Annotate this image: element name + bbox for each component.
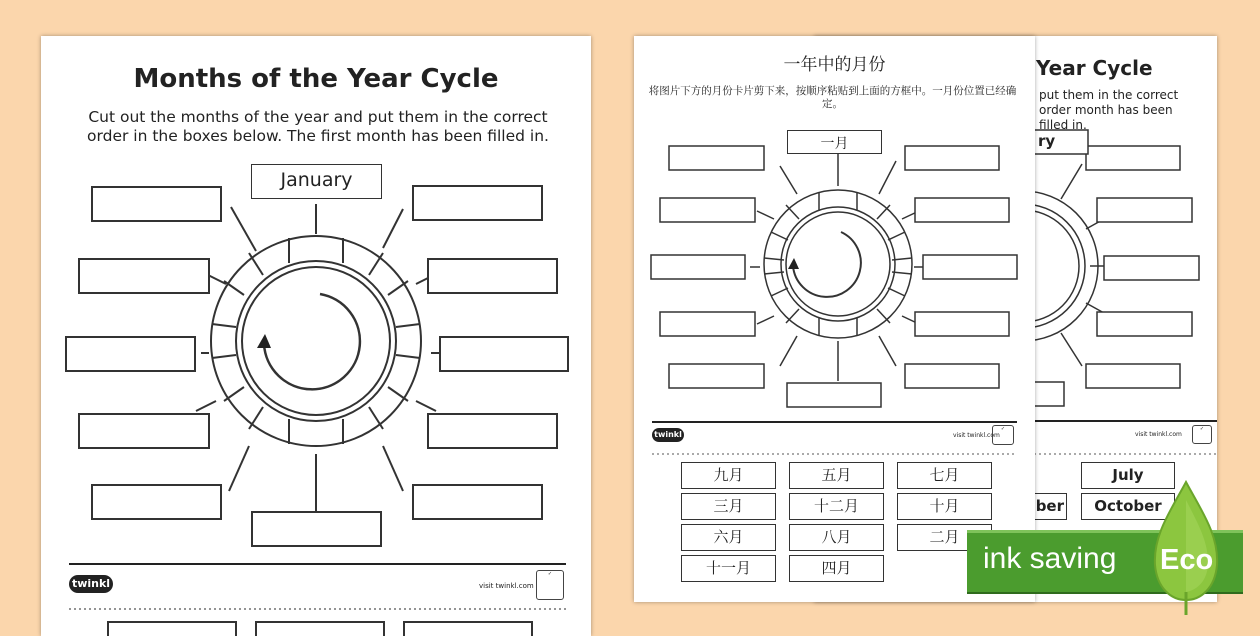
card-month-10[interactable]: 十月 <box>897 493 992 520</box>
cn-twinkl-logo: twinkl <box>652 428 684 442</box>
cn-title: 一年中的月份 <box>783 55 886 75</box>
eco-badge-label: Eco <box>1160 544 1214 576</box>
twinkl-logo: twinkl <box>69 575 113 593</box>
back-first-month: ry <box>1038 132 1056 150</box>
card-month-11[interactable]: 十一月 <box>681 555 776 582</box>
visit-text: visit twinkl.com <box>479 582 534 590</box>
card-month-7[interactable]: 七月 <box>897 462 992 489</box>
card-month-12[interactable]: 十二月 <box>789 493 884 520</box>
back-quality-badge: ✓ <box>1192 425 1212 444</box>
page-title: Months of the Year Cycle <box>133 64 499 94</box>
back-instruction: put them in the correct order month has been filled in. <box>1039 88 1179 132</box>
card-month-3[interactable]: 三月 <box>681 493 776 520</box>
card-month-9[interactable]: 九月 <box>681 462 776 489</box>
cn-quality-badge: ✓ <box>992 425 1014 445</box>
worksheet-english <box>41 36 591 636</box>
back-card-october[interactable]: October <box>1081 493 1175 520</box>
worksheet-chinese <box>634 36 1035 602</box>
card-month-2[interactable]: 二月 <box>897 524 992 551</box>
back-title: Year Cycle <box>1036 56 1153 80</box>
card-month-4[interactable]: 四月 <box>789 555 884 582</box>
back-card-fragment[interactable]: ber <box>1034 493 1067 520</box>
quality-badge: ✓ <box>536 570 564 600</box>
back-visit-text: visit twinkl.com <box>1135 431 1182 438</box>
cn-visit-text: visit twinkl.com <box>953 432 1000 439</box>
card-month-6[interactable]: 六月 <box>681 524 776 551</box>
instruction-text: Cut out the months of the year and put them in the correct order in the boxes below. The first month has been filled in. <box>87 108 549 146</box>
ink-saving-label: ink saving <box>983 542 1117 575</box>
cn-instruction: 将图片下方的月份卡片剪下来，按顺序粘贴到上面的方框中。一月份位置已经确定。 <box>648 85 1017 111</box>
card-month-5[interactable]: 五月 <box>789 462 884 489</box>
back-card-july[interactable]: July <box>1081 462 1175 489</box>
first-month-label: January <box>280 169 353 191</box>
cn-first-month-label: 一月 <box>820 136 849 152</box>
card-month-8[interactable]: 八月 <box>789 524 884 551</box>
